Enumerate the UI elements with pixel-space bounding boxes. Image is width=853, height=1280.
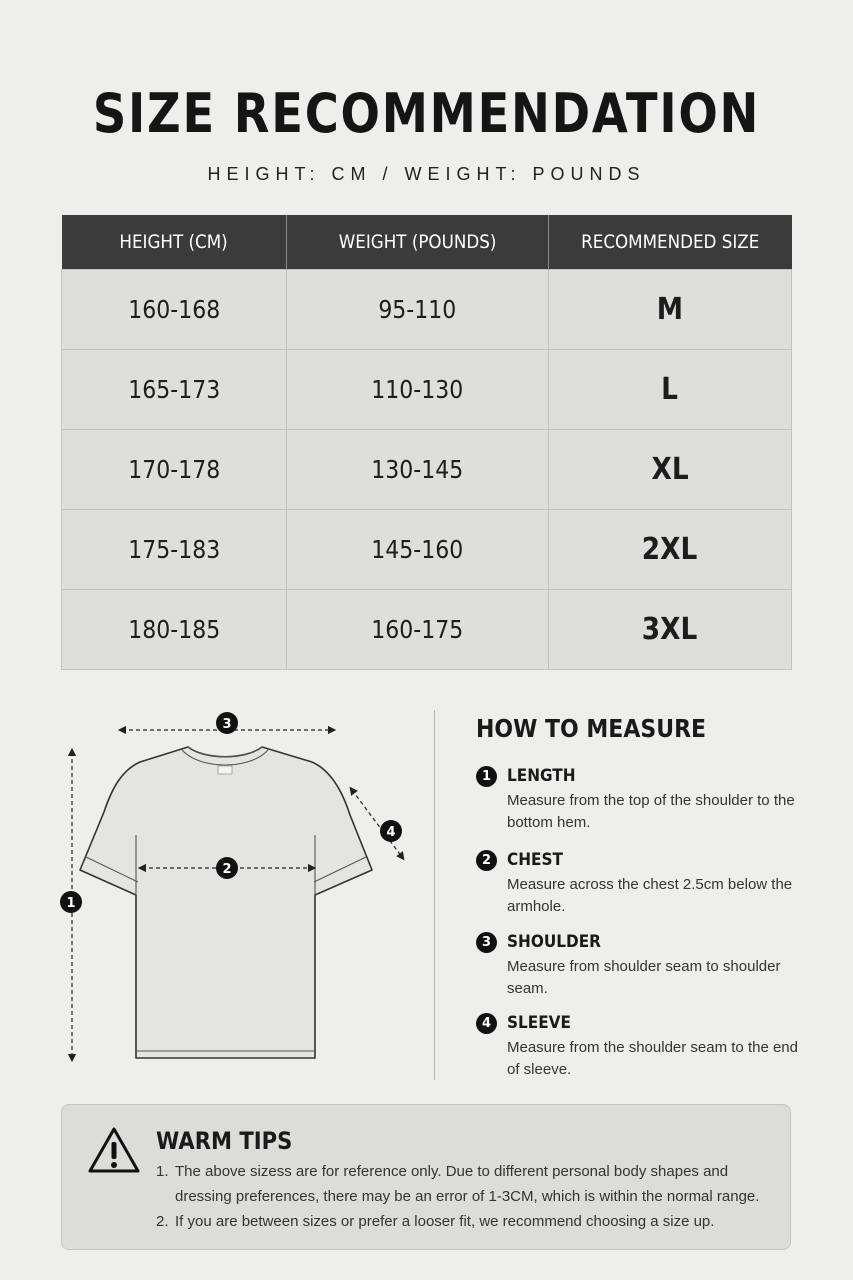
warm-tips-box xyxy=(61,1104,791,1250)
size-cell: XL xyxy=(549,429,792,509)
size-cell: L xyxy=(549,349,792,429)
column-header-size: RECOMMENDED SIZE xyxy=(549,215,792,269)
column-header-weight: WEIGHT (POUNDS) xyxy=(287,215,549,269)
warm-tips-title: WARM TIPS xyxy=(156,1127,293,1155)
step-description: Measure from the top of the shoulder to the bottom hem. xyxy=(507,792,795,831)
table-row xyxy=(62,589,792,669)
weight-cell: 145-160 xyxy=(287,509,549,589)
tshirt-diagram xyxy=(50,700,420,1080)
step-name: SHOULDER xyxy=(507,932,601,952)
weight-cell: 110-130 xyxy=(287,349,549,429)
weight-cell: 95-110 xyxy=(287,269,549,349)
marker-2 xyxy=(216,857,238,879)
table-row xyxy=(62,429,792,509)
page-title: SIZE RECOMMENDATION xyxy=(92,82,761,145)
step-description: Measure from shoulder seam to shoulder seam. xyxy=(507,958,781,997)
table-header-row xyxy=(62,215,792,269)
how-to-measure-title: HOW TO MEASURE xyxy=(476,714,707,743)
table-row xyxy=(62,509,792,589)
height-cell: 160-168 xyxy=(62,269,287,349)
step-number: 3 xyxy=(476,932,497,953)
tip-item xyxy=(156,1159,776,1209)
table-row xyxy=(62,349,792,429)
tip-text: The above sizess are for reference only. Due to different personal body shapes and dressing preferences, there may be an error of 1-3CM, which is within the normal range. xyxy=(175,1163,760,1205)
tip-number: 2. xyxy=(156,1213,169,1230)
step-description: Measure across the chest 2.5cm below the armhole. xyxy=(507,876,793,915)
marker-1 xyxy=(60,891,82,913)
section-divider xyxy=(434,710,435,1080)
step-name: LENGTH xyxy=(507,766,576,786)
warning-icon xyxy=(86,1125,142,1177)
tip-number: 1. xyxy=(156,1163,169,1180)
weight-cell: 160-175 xyxy=(287,589,549,669)
marker-3 xyxy=(216,712,238,734)
page-subtitle: HEIGHT: CM / WEIGHT: POUNDS xyxy=(207,164,646,184)
step-name: CHEST xyxy=(507,850,563,870)
step-number: 4 xyxy=(476,1013,497,1034)
marker-4 xyxy=(380,820,402,842)
svg-text:2: 2 xyxy=(222,862,232,877)
table-row xyxy=(62,269,792,349)
svg-text:1: 1 xyxy=(66,896,76,911)
size-cell: M xyxy=(549,269,792,349)
column-header-height: HEIGHT (CM) xyxy=(62,215,287,269)
svg-text:4: 4 xyxy=(386,825,396,840)
height-cell: 170-178 xyxy=(62,429,287,509)
tip-item xyxy=(156,1209,776,1234)
height-cell: 175-183 xyxy=(62,509,287,589)
height-cell: 165-173 xyxy=(62,349,287,429)
tshirt-outline xyxy=(80,747,372,1058)
step-description: Measure from the shoulder seam to the end of sleeve. xyxy=(507,1039,798,1078)
step-name: SLEEVE xyxy=(507,1013,571,1033)
height-cell: 180-185 xyxy=(62,589,287,669)
tip-text: If you are between sizes or prefer a looser fit, we recommend choosing a size up. xyxy=(175,1213,715,1230)
step-number: 2 xyxy=(476,850,497,871)
step-number: 1 xyxy=(476,766,497,787)
weight-cell: 130-145 xyxy=(287,429,549,509)
size-cell: 3XL xyxy=(549,589,792,669)
svg-text:3: 3 xyxy=(222,717,232,732)
size-cell: 2XL xyxy=(549,509,792,589)
size-table xyxy=(61,215,792,670)
